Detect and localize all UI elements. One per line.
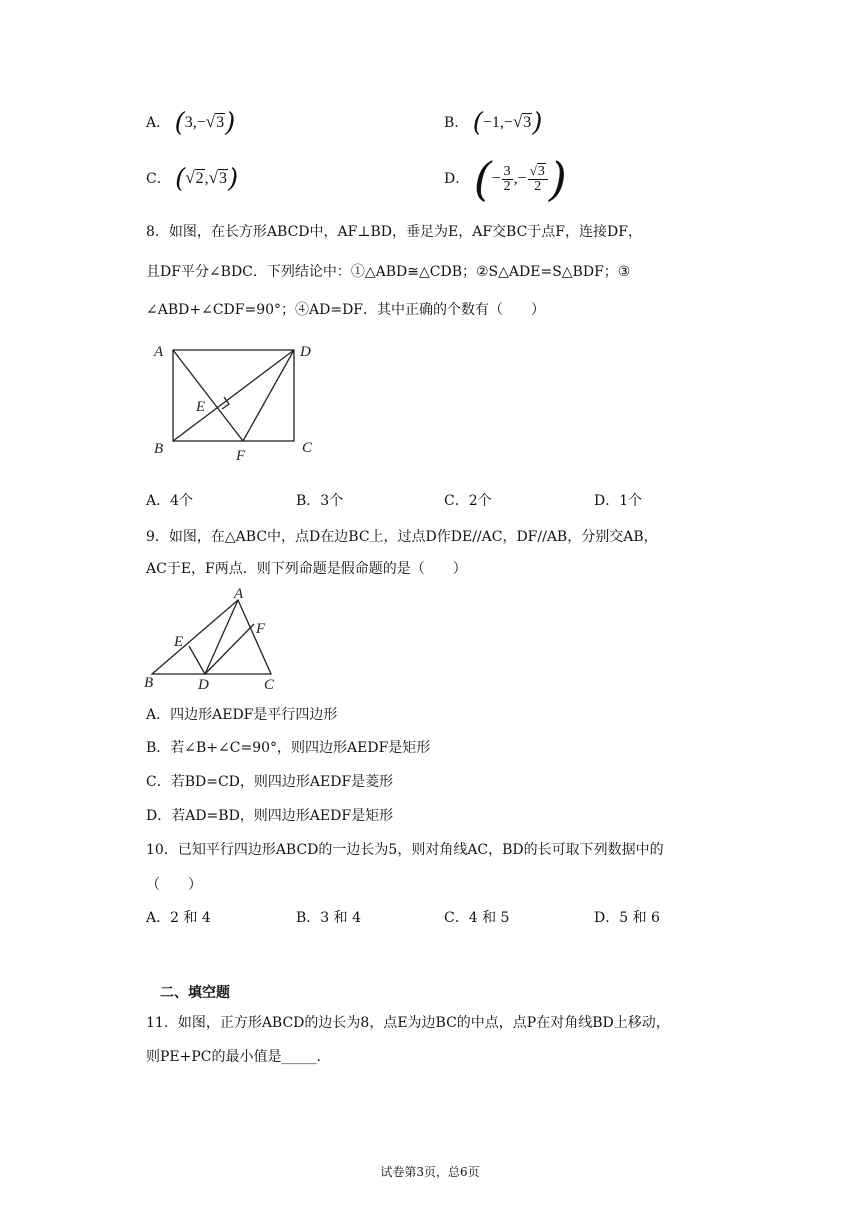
q10-option-a: A．2 和 4 bbox=[146, 910, 211, 926]
q10-line-2: （ ） bbox=[146, 877, 202, 893]
q9-triangle-figure bbox=[140, 586, 290, 692]
q9-line-1: 9．如图，在△ABC中，点D在边BC上，过点D作DE//AC，DF//AB，分别交AB， bbox=[146, 529, 658, 545]
q7-option-d: D． (− $\frac{3}{2}$ ,− $\frac{√3}{2}$ ) bbox=[444, 152, 567, 206]
q8-label-a: A bbox=[154, 344, 164, 360]
q9-option-a: A．四边形AEDF是平行四边形 bbox=[146, 707, 338, 723]
q8-label-c: C bbox=[302, 440, 313, 456]
q8-label-f: F bbox=[236, 448, 246, 464]
q8-line-3: ∠ABD+∠CDF=90°；④AD=DF．其中正确的个数有（ ） bbox=[146, 302, 546, 318]
q10-line-1: 10．已知平行四边形ABCD的一边长为5，则对角线AC，BD的长可取下列数据中的 bbox=[146, 842, 664, 858]
q11-line-1: 11．如图，正方形ABCD的边长为8，点E为边BC的中点，点P在对角线BD上移动， bbox=[146, 1015, 670, 1031]
q9-option-d: D．若AD=BD，则四边形AEDF是矩形 bbox=[146, 808, 394, 824]
q10-option-b: B．3 和 4 bbox=[296, 910, 362, 926]
q7-option-c: C． (√2,√3) bbox=[146, 164, 239, 194]
q7-option-a: A． (3,−√3) bbox=[146, 108, 236, 138]
q8-label-d: D bbox=[300, 344, 311, 360]
q8-label-b: B bbox=[154, 441, 164, 457]
section-fill-in-title: 二、填空题 bbox=[160, 985, 230, 1001]
q7-option-b: B． (−1,−√3) bbox=[444, 108, 543, 138]
q7-option-a-label: A． bbox=[146, 115, 171, 131]
q7-option-d-label: D． bbox=[444, 171, 470, 187]
q9-label-e: E bbox=[174, 634, 184, 650]
q8-rectangle-figure bbox=[150, 338, 330, 468]
q8-option-c: C．2个 bbox=[444, 493, 492, 509]
q10-option-d: D．5 和 6 bbox=[594, 910, 660, 926]
q9-label-a: A bbox=[234, 586, 244, 602]
q11-line-2: 则PE+PC的最小值是_____. bbox=[146, 1049, 321, 1065]
page-footer: 试卷第3页，总6页 bbox=[380, 1165, 480, 1179]
q9-label-c: C bbox=[264, 677, 275, 692]
q7-option-b-label: B． bbox=[444, 115, 469, 131]
q8-label-e: E bbox=[196, 399, 206, 415]
q9-label-b: B bbox=[144, 675, 154, 691]
q9-line-2: AC于E，F两点．则下列命题是假命题的是（ ） bbox=[146, 561, 467, 577]
q9-label-d: D bbox=[198, 677, 209, 692]
q9-label-f: F bbox=[256, 621, 266, 637]
q8-line-1: 8．如图，在长方形ABCD中，AF⊥BD，垂足为E，AF交BC于点F，连接DF， bbox=[146, 224, 642, 240]
q8-option-b: B．3个 bbox=[296, 493, 344, 509]
q7-option-c-label: C． bbox=[146, 171, 171, 187]
q10-option-c: C．4 和 5 bbox=[444, 910, 510, 926]
q9-option-c: C．若BD=CD，则四边形AEDF是菱形 bbox=[146, 774, 394, 790]
q8-line-2: 且DF平分∠BDC．下列结论中：①△ABD≅△CDB；②S△ADE=S△BDF；③ bbox=[146, 264, 631, 280]
q8-option-a: A．4个 bbox=[146, 493, 194, 509]
q8-option-d: D．1个 bbox=[594, 493, 643, 509]
q9-option-b: B．若∠B+∠C=90°，则四边形AEDF是矩形 bbox=[146, 740, 431, 756]
